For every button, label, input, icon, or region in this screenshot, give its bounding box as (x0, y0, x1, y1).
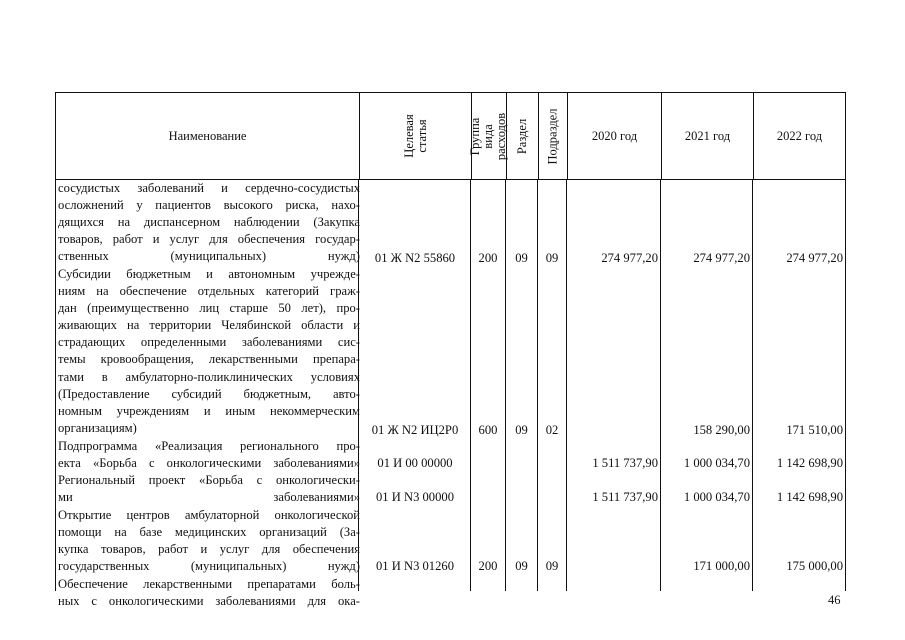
name-line: екта «Борьба с онкологическими заболеваниями» (58, 456, 360, 471)
value-2020-cell: 1 511 737,90 (592, 490, 658, 504)
header-2020-text: 2020 год (591, 128, 638, 143)
name-line: помощи на базе медицинских организаций (За- (58, 525, 360, 540)
value-2020-cell: 1 511 737,90 (592, 456, 658, 470)
name-line: тами в амбулаторно-поликлинических условиях (58, 369, 360, 384)
table-row-name (58, 438, 360, 472)
name-line: номным учреждениям и иным некоммерческим (58, 403, 360, 418)
header-2022 (753, 93, 845, 179)
header-target-article (359, 93, 471, 179)
value-2022-cell: 171 510,00 (786, 423, 843, 437)
name-line: дящихся на диспансерном наблюдении (Закупка (58, 215, 360, 230)
name-line: ниям на обеспечение отдельных категорий граж- (58, 284, 360, 299)
table-row-name (58, 472, 360, 506)
subsection-cell: 02 (545, 423, 559, 437)
column-divider (470, 180, 471, 591)
value-2021-cell: 158 290,00 (693, 423, 750, 437)
header-name (56, 93, 359, 179)
header-subsection-text: Подраздел (545, 108, 560, 164)
expense-group-cell: 200 (478, 559, 498, 573)
header-section (506, 93, 538, 179)
table-row-name (58, 180, 360, 265)
target-article-cell: 01 И N3 01260 (375, 559, 454, 573)
name-line: организациям) (58, 420, 137, 435)
header-2021-text: 2021 год (684, 128, 731, 143)
value-2022-cell: 1 142 698,90 (776, 456, 843, 470)
name-line: (Предоставление субсидий бюджетным, авто- (58, 386, 360, 401)
header-2022-text: 2022 год (776, 128, 823, 143)
name-line: ственных (муниципальных) нужд) (58, 249, 360, 264)
section-cell: 09 (515, 559, 528, 573)
value-2022-cell: 274 977,20 (786, 251, 843, 265)
value-2021-cell: 171 000,00 (693, 559, 750, 573)
name-line: Региональный проект «Борьба с онкологически- (58, 473, 360, 487)
value-2020-cell: 274 977,20 (601, 251, 658, 265)
header-2020 (567, 93, 661, 179)
name-line: ми заболеваниями» (58, 490, 360, 505)
expense-group-cell: 600 (478, 423, 498, 437)
name-line: осложнений у пациентов высокого риска, нахо- (58, 198, 360, 213)
name-line: Открытие центров амбулаторной онкологической (58, 508, 360, 522)
page-number: 46 (828, 593, 841, 607)
header-expense-group-text: Группа вида расходов (468, 112, 509, 160)
value-2022-cell: 175 000,00 (786, 559, 843, 573)
name-line: ных с онкологическими заболеваниями для ока- (58, 594, 360, 609)
value-2021-cell: 1 000 034,70 (683, 456, 750, 470)
section-cell: 09 (515, 423, 528, 437)
table-row-name (58, 576, 360, 608)
name-line: товаров, работ и услуг для обеспечения государ- (58, 232, 360, 247)
name-line: Обеспечение лекарственными препаратами боль- (58, 577, 360, 591)
header-subsection (538, 93, 567, 179)
name-line: государственных (муниципальных) нужд) (58, 559, 360, 574)
subsection-cell: 09 (545, 559, 559, 573)
section-cell: 09 (515, 251, 528, 265)
column-divider (566, 180, 567, 591)
header-name-text: Наименование (168, 128, 247, 143)
header-expense-group (468, 93, 509, 179)
name-line: дан (преимущественно лиц старше 50 лет), про- (58, 301, 360, 316)
target-article-cell: 01 Ж N2 ИЦ2Р0 (371, 423, 459, 437)
header-target-article-text: Целевая статья (401, 114, 429, 158)
table-row-name (58, 266, 360, 437)
value-2021-cell: 274 977,20 (693, 251, 750, 265)
expense-group-cell: 200 (478, 251, 498, 265)
name-line: сосудистых заболеваний и сердечно-сосудистых (58, 181, 360, 195)
header-section-text: Раздел (515, 118, 530, 154)
table-header (55, 92, 846, 180)
column-divider (752, 180, 753, 591)
name-line: купка товаров, работ и услуг для обеспечения (58, 542, 360, 557)
subsection-cell: 09 (545, 251, 559, 265)
column-divider (660, 180, 661, 591)
name-line: страдающих определенными заболеваниями сис- (58, 335, 360, 350)
target-article-cell: 01 И N3 00000 (375, 490, 454, 504)
name-line: Подпрограмма «Реализация регионального про- (58, 439, 360, 453)
column-divider (537, 180, 538, 591)
column-divider (505, 180, 506, 591)
header-2021 (661, 93, 753, 179)
value-2022-cell: 1 142 698,90 (776, 490, 843, 504)
target-article-cell: 01 Ж N2 55860 (374, 251, 456, 265)
table-row-name (58, 507, 360, 575)
name-line: живающих на территории Челябинской области и (58, 318, 360, 333)
name-line: темы кровообращения, лекарственными препара- (58, 352, 360, 367)
value-2021-cell: 1 000 034,70 (683, 490, 750, 504)
name-line: Субсидии бюджетным и автономным учрежде- (58, 267, 360, 281)
target-article-cell: 01 И 00 00000 (377, 456, 453, 470)
